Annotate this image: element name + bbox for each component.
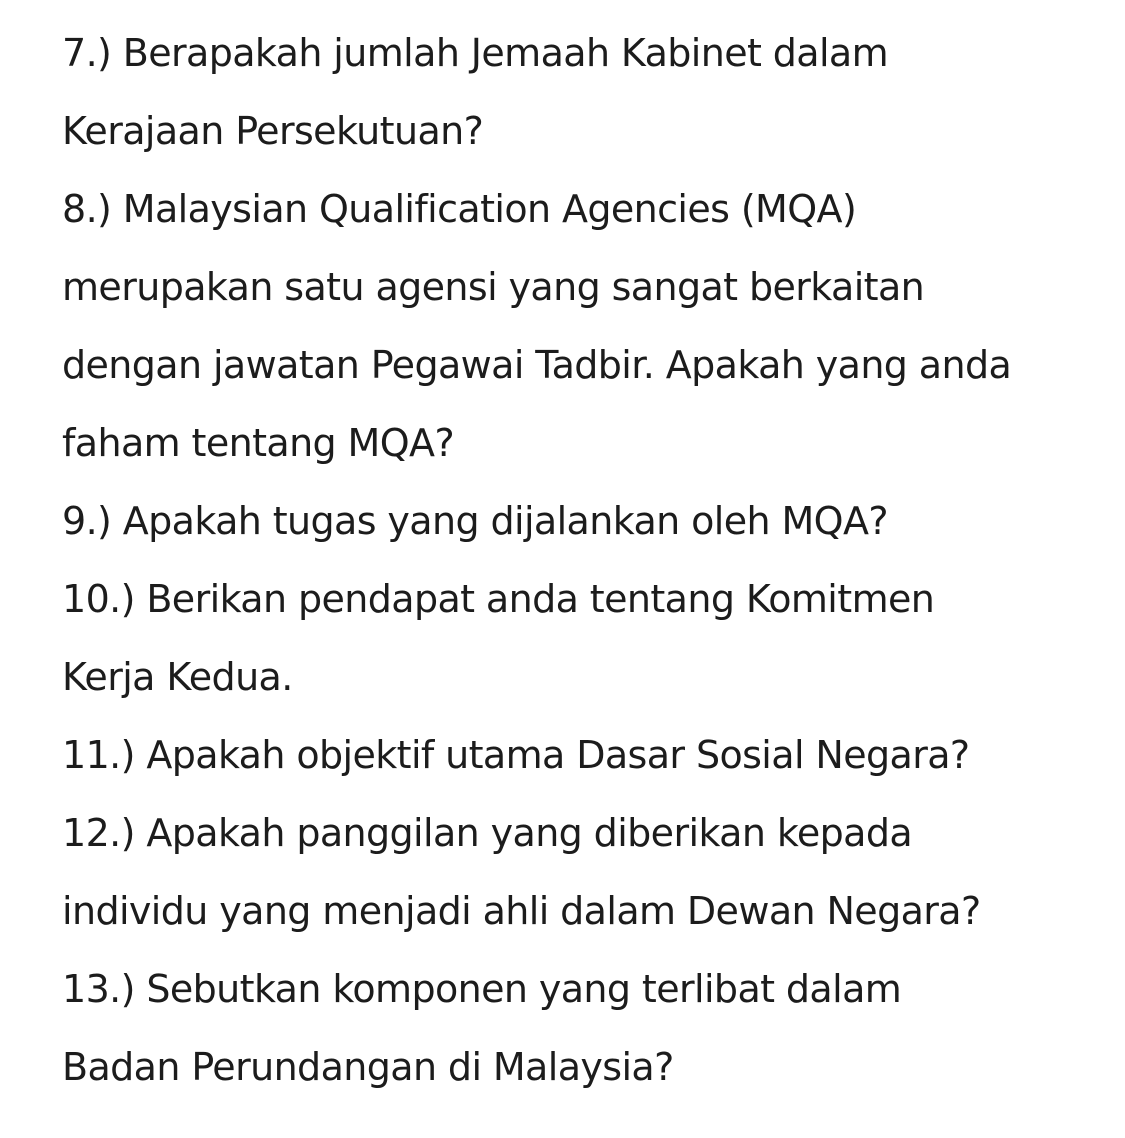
question-11 [62, 716, 1102, 794]
question-13-line-2: Badan Perundangan di Malaysia? [62, 1045, 674, 1089]
question-12-line-2: individu yang menjadi ahli dalam Dewan Negara? [62, 889, 981, 933]
question-7-line-2: Kerajaan Persekutuan? [62, 109, 484, 153]
question-7 [62, 14, 1102, 170]
question-10-line-1: 10.) Berikan pendapat anda tentang Komitmen [62, 577, 935, 621]
question-12 [62, 794, 1102, 950]
question-13 [62, 950, 1102, 1106]
question-10-line-2: Kerja Kedua. [62, 655, 293, 699]
question-8-line-3: dengan jawatan Pegawai Tadbir. Apakah yang anda [62, 343, 1012, 387]
question-8-line-4: faham tentang MQA? [62, 421, 455, 465]
question-list [62, 14, 1102, 1106]
question-12-line-1: 12.) Apakah panggilan yang diberikan kepada [62, 811, 913, 855]
question-8-line-2: merupakan satu agensi yang sangat berkaitan [62, 265, 925, 309]
question-8 [62, 170, 1102, 482]
question-9-line-1: 9.) Apakah tugas yang dijalankan oleh MQA? [62, 499, 888, 543]
question-8-line-1: 8.) Malaysian Qualification Agencies (MQA) [62, 187, 857, 231]
question-7-line-1: 7.) Berapakah jumlah Jemaah Kabinet dalam [62, 31, 889, 75]
question-10 [62, 560, 1102, 716]
question-9 [62, 482, 1102, 560]
question-13-line-1: 13.) Sebutkan komponen yang terlibat dalam [62, 967, 902, 1011]
question-11-line-1: 11.) Apakah objektif utama Dasar Sosial Negara? [62, 733, 970, 777]
